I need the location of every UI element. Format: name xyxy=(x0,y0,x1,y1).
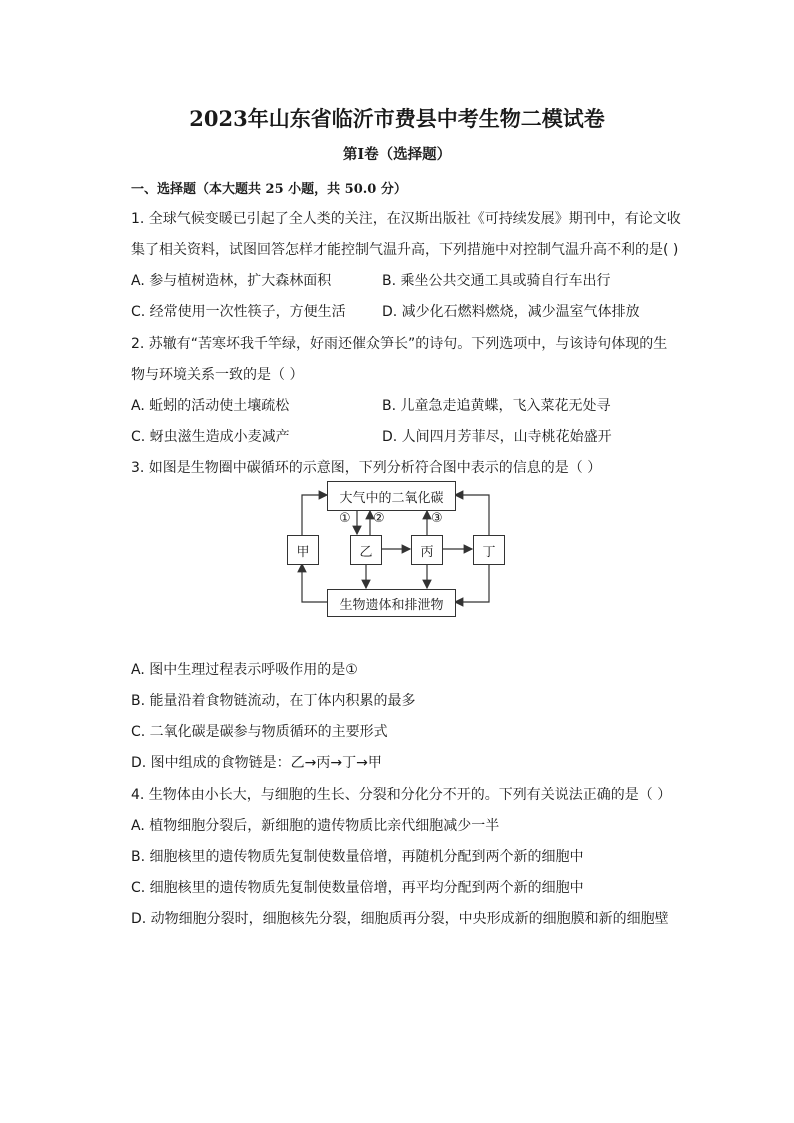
q2-option-d: D. 人间四月芳菲尽，山寺桃花始盛开 xyxy=(382,429,612,445)
q3-option-c: C. 二氧化碳是碳参与物质循环的主要形式 xyxy=(131,724,388,740)
q1-stem-line1: 1. 全球气候变暖已引起了全人类的关注，在汉斯出版社《可持续发展》期刊中，有论文收 xyxy=(131,211,681,227)
section-heading: 一、选择题（本大题共 25 小题，共 50.0 分） xyxy=(131,182,407,197)
q3-option-d: D. 图中组成的食物链是：乙→丙→丁→甲 xyxy=(131,755,382,771)
yi-box: 乙 xyxy=(350,535,382,565)
q4-option-c: C. 细胞核里的遗传物质先复制使数量倍增，再平均分配到两个新的细胞中 xyxy=(131,880,584,896)
page-title: 2023年山东省临沂市费县中考生物二模试卷 xyxy=(189,106,605,131)
q1-stem-line2: 集了相关资料，试图回答怎样才能控制气温升高，下列措施中对控制气温升高不利的是( ) xyxy=(131,242,679,258)
bing-box: 丙 xyxy=(411,535,443,565)
process-label-1: ① xyxy=(339,511,351,526)
arrow-remains-to-jia xyxy=(302,564,327,602)
q2-option-a: A. 蚯蚓的活动使土壤疏松 xyxy=(131,398,290,414)
q3-option-b: B. 能量沿着食物链流动，在丁体内积累的最多 xyxy=(131,693,416,709)
q4-option-a: A. 植物细胞分裂后，新细胞的遗传物质比亲代细胞减少一半 xyxy=(131,818,500,834)
q1-option-b: B. 乘坐公共交通工具或骑自行车出行 xyxy=(382,273,611,289)
q4-option-d: D. 动物细胞分裂时，细胞核先分裂，细胞质再分裂，中央形成新的细胞膜和新的细胞壁 xyxy=(131,911,669,927)
q4-stem-line1: 4. 生物体由小长大，与细胞的生长、分裂和分化分不开的。下列有关说法正确的是（ ） xyxy=(131,787,672,803)
atmosphere-co2-box: 大气中的二氧化碳 xyxy=(327,481,456,511)
process-label-3: ③ xyxy=(431,511,443,526)
q2-stem-line1: 2. 苏辙有“苦寒坏我千竿绿，好雨还催众笋长”的诗句。下列选项中，与该诗句体现的生 xyxy=(131,336,668,352)
arrow-jia-to-atmosphere xyxy=(302,495,327,535)
q1-option-a: A. 参与植树造林，扩大森林面积 xyxy=(131,273,332,289)
q2-stem-line2: 物与环境关系一致的是（ ） xyxy=(131,367,304,383)
q3-option-a: A. 图中生理过程表示呼吸作用的是① xyxy=(131,662,358,678)
ding-box: 丁 xyxy=(473,535,505,565)
process-label-2: ② xyxy=(373,511,385,526)
q1-option-d: D. 减少化石燃料燃烧，减少温室气体排放 xyxy=(382,304,640,320)
q2-option-b: B. 儿童急走追黄蝶，飞入菜花无处寻 xyxy=(382,398,611,414)
jia-box: 甲 xyxy=(287,535,319,565)
q3-stem-line1: 3. 如图是生物圈中碳循环的示意图，下列分析符合图中表示的信息的是（ ） xyxy=(131,460,602,476)
remains-box: 生物遗体和排泄物 xyxy=(327,589,456,617)
arrow-ding-to-atmosphere xyxy=(455,495,489,535)
q2-option-c: C. 蚜虫滋生造成小麦减产 xyxy=(131,429,290,445)
arrow-ding-to-remains xyxy=(455,563,489,602)
q4-option-b: B. 细胞核里的遗传物质先复制使数量倍增，再随机分配到两个新的细胞中 xyxy=(131,849,584,865)
page-subtitle: 第I卷（选择题） xyxy=(342,146,452,163)
q1-option-c: C. 经常使用一次性筷子，方便生活 xyxy=(131,304,346,320)
